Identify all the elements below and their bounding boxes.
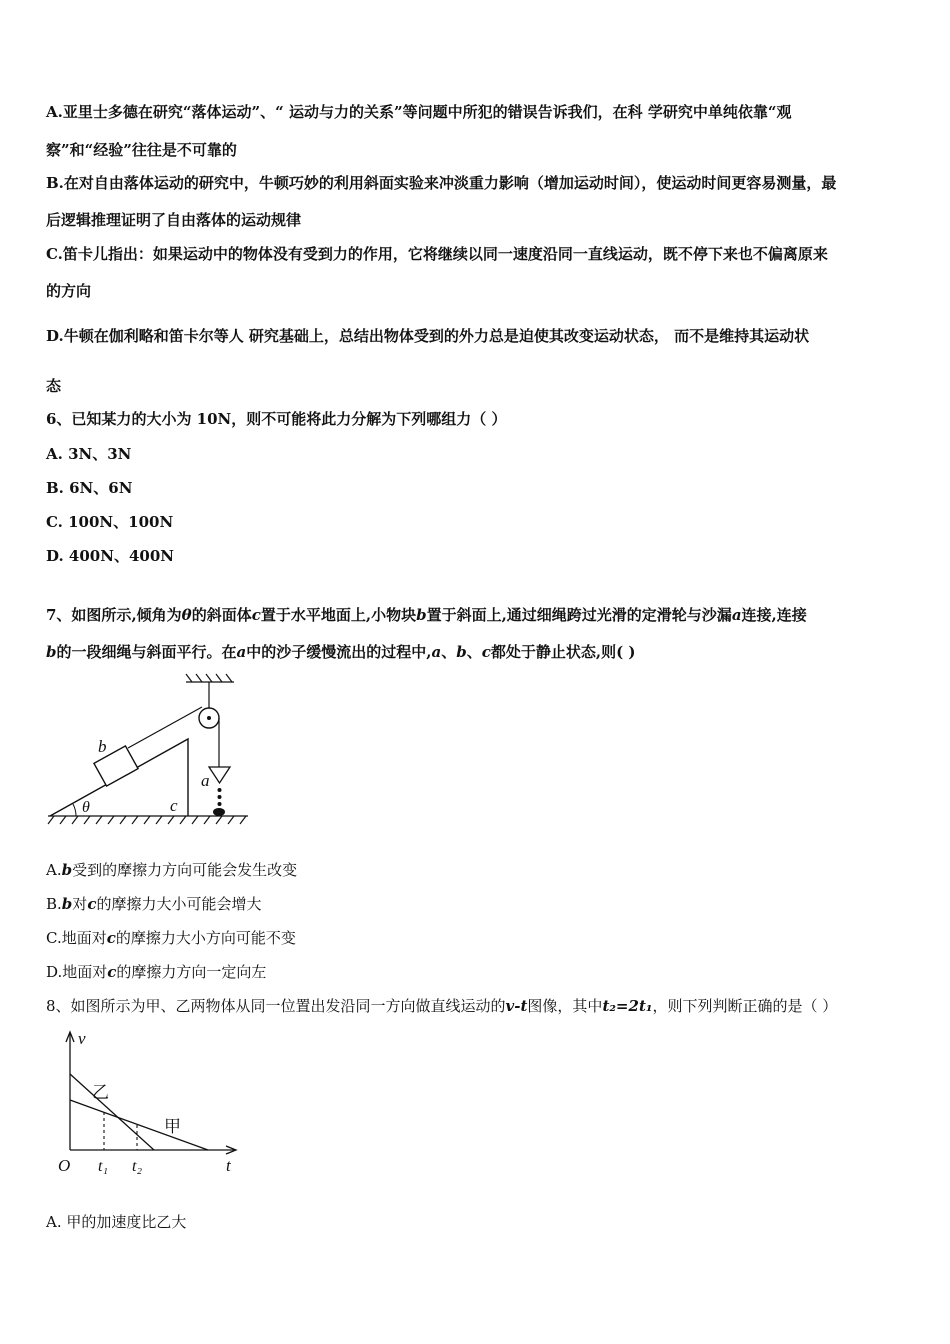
q7-option-a: A.b受到的摩擦力方向可能会发生改变: [46, 861, 298, 879]
q5-option-b-line1: B.在对自由落体运动的研究中，牛顿巧妙的利用斜面实验来冲淡重力影响（增加运动时间），使运动时间更容易测量，最: [46, 174, 837, 192]
q5-option-d-line1: D.牛顿在伽利略和笛卡尔等人 研究基础上，总结出物体受到的外力总是迫使其改变运动状态， 而不是维持其运动状: [46, 327, 810, 345]
label-t: t: [226, 1156, 231, 1175]
q7-stem-line1: 7、如图所示,倾角为θ的斜面体c置于水平地面上,小物块b置于斜面上,通过细绳跨过光滑的定滑轮与沙漏a连接,连接: [46, 606, 807, 624]
q6-option-b: B. 6N、6N: [46, 479, 133, 497]
q7-incline-pulley-figure: [40, 668, 260, 838]
q5-option-b-line2: 后逻辑推理证明了自由落体的运动规律: [46, 211, 302, 229]
q7-option-d: D.地面对c的摩擦力方向一定向左: [46, 963, 267, 981]
angle-arc: [73, 804, 76, 816]
line-jia: [70, 1100, 208, 1150]
label-v: v: [78, 1029, 86, 1048]
q8-stem: 8、如图所示为甲、乙两物体从同一位置出发沿同一方向做直线运动的v-t图像，其中t₂=2t₁，则下列判断正确的是（ ）: [46, 997, 838, 1015]
q7-option-b: B.b对c的摩擦力大小可能会增大: [46, 895, 262, 913]
q5-option-c-line1: C.笛卡儿指出：如果运动中的物体没有受到力的作用，它将继续以同一速度沿同一直线运动，既不停下来也不偏离原来: [46, 245, 828, 263]
label-jia: 甲: [164, 1117, 181, 1136]
rope-incline: [128, 707, 202, 748]
label-a: a: [201, 771, 210, 790]
label-b: b: [98, 737, 107, 756]
line-yi: [70, 1074, 154, 1150]
ceiling-hatching: [186, 674, 234, 708]
q5-option-a-line2: 察”和“经验”往往是不可靠的: [46, 141, 237, 159]
label-t2: t₂: [132, 1158, 143, 1175]
label-c: c: [170, 796, 178, 815]
q7-option-c: C.地面对c的摩擦力大小方向可能不变: [46, 929, 296, 947]
q5-option-d-line2: 态: [46, 377, 62, 395]
ground-hatching: [48, 816, 248, 824]
q6-option-c: C. 100N、100N: [46, 513, 174, 531]
sand-funnel-a: [209, 767, 230, 783]
q6-option-a: A. 3N、3N: [46, 445, 132, 463]
q7-stem-line2: b的一段细绳与斜面平行。在a中的沙子缓慢流出的过程中,a、b、c都处于静止状态,则( ): [46, 643, 636, 661]
label-origin: O: [58, 1156, 71, 1175]
q6-stem: 6、已知某力的大小为 10N，则不可能将此力分解为下列哪组力（ ）: [46, 410, 507, 428]
q5-option-c-line2: 的方向: [46, 282, 92, 300]
label-yi: 乙: [92, 1083, 109, 1102]
q6-option-d: D. 400N、400N: [46, 547, 174, 565]
sand-grains: [213, 788, 225, 816]
q5-option-a-line1: A.亚里士多德在研究“落体运动”、“ 运动与力的关系”等问题中所犯的错误告诉我们，在科 学研究中单纯依靠“观: [46, 103, 792, 121]
label-t1: t₁: [98, 1158, 109, 1175]
label-theta: θ: [82, 799, 90, 816]
q8-vt-graph: [50, 1028, 250, 1178]
q8-option-a: A. 甲的加速度比乙大: [46, 1213, 187, 1231]
